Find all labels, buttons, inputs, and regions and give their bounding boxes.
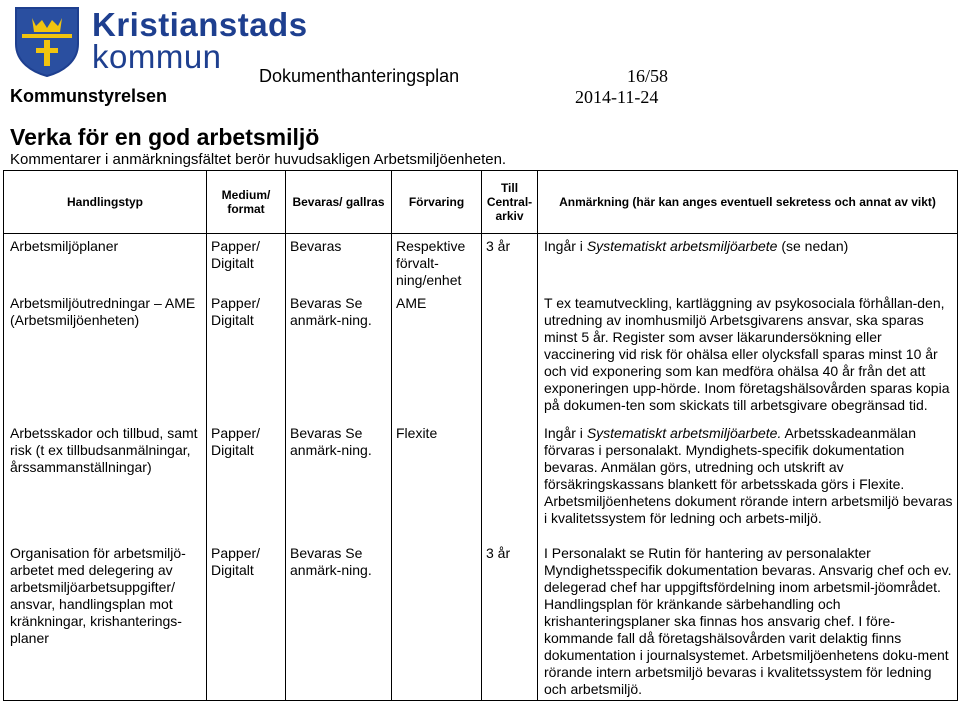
organization-name-line1: Kristianstads bbox=[92, 6, 308, 43]
remark-emphasis: Systematiskt arbetsmiljöarbete. bbox=[586, 425, 782, 441]
document-title: Dokumenthanteringsplan bbox=[259, 66, 460, 86]
table-header-row bbox=[4, 171, 958, 234]
cell-storage: AME bbox=[392, 291, 482, 421]
cell-remark bbox=[538, 541, 958, 701]
cell-medium: Papper/ Digitalt bbox=[207, 234, 286, 292]
remark-text: I Personalakt se Rutin för hantering av personalakter Myndighetsspecifik dokumentation bevaras. Ansvarig chef och ev. delegerad chef har uppgiftsfördelning inom arbetsmil-jöområdet. Handlingsplan för kränkande särbehandling och krishanteringsplaner ska finnas hos ansvarig chef. I före-kommande fall då företagshälsovården varit delaktig finns dokumentation i journalsystemet. Arbetsmiljöenhetens doku-ment rörande intern arbetsmiljö bevaras i kvalitetssystem för ledning och arbetsmiljö. bbox=[544, 545, 952, 697]
remark-text: T ex teamutveckling, kartläggning av psykosociala förhållan-den, utredning av inomhusmiljö Arbetsgivarens ansvar, ska sparas minst 5 år. Register som avser läkarundersökning eller vaccinering vid risk för ohälsa eller olycksfall sparas minst 10 år och vid exponering som kan medföra ohälsa 40 år från det att exponeringen upp-hörde. Inom företagshälsovården sparas kopia på dokumen-ten som skickats till arbetsgivare obegränsad tid. bbox=[544, 295, 950, 413]
cell-retention: Bevaras Se anmärk-ning. bbox=[286, 291, 392, 421]
organization-name-line2: kommun bbox=[92, 38, 222, 75]
cell-document-type: Organisation för arbetsmiljö-arbetet med delegering av arbetsmiljöarbetsuppgifter/ ansvar, handlingsplan mot kränkningar, krishanterings-planer bbox=[4, 541, 207, 701]
municipality-coat-of-arms-logo bbox=[12, 4, 82, 83]
cell-medium: Papper/ Digitalt bbox=[207, 291, 286, 421]
cell-remark bbox=[538, 291, 958, 421]
table-row bbox=[4, 234, 958, 292]
remark-emphasis: Systematiskt arbetsmiljöarbete bbox=[586, 238, 778, 254]
header-remark: Anmärkning (här kan anges eventuell sekretess och annat av vikt) bbox=[538, 171, 958, 234]
remark-text: Ingår i bbox=[544, 238, 587, 254]
cell-remark bbox=[538, 421, 958, 541]
header-document-type: Handlingstyp bbox=[4, 171, 207, 234]
cell-storage bbox=[392, 541, 482, 701]
cell-retention: Bevaras bbox=[286, 234, 392, 292]
cell-storage: Respektive förvalt-ning/enhet bbox=[392, 234, 482, 292]
section-title: Verka för en god arbetsmiljö bbox=[10, 124, 320, 150]
header-central-archive: Till Central-arkiv bbox=[482, 171, 538, 234]
cell-retention: Bevaras Se anmärk-ning. bbox=[286, 541, 392, 701]
cell-document-type: Arbetsmiljöplaner bbox=[4, 234, 207, 292]
page-number: 16/58 bbox=[627, 66, 669, 86]
cell-storage: Flexite bbox=[392, 421, 482, 541]
remark-text: Ingår i bbox=[544, 425, 587, 441]
document-date: 2014-11-24 bbox=[575, 87, 659, 107]
cell-document-type: Arbetsskador och tillbud, samt risk (t ex tillbudsanmälningar, årssammanställningar) bbox=[4, 421, 207, 541]
header-medium-format: Medium/ format bbox=[207, 171, 286, 234]
document-management-table bbox=[3, 170, 958, 701]
cell-retention: Bevaras Se anmärk-ning. bbox=[286, 421, 392, 541]
cell-medium: Papper/ Digitalt bbox=[207, 421, 286, 541]
section-subtitle: Kommentarer i anmärkningsfältet berör huvudsakligen Arbetsmiljöenheten. bbox=[10, 151, 507, 168]
cell-archive: 3 år bbox=[482, 234, 538, 292]
header-storage: Förvaring bbox=[392, 171, 482, 234]
cell-document-type: Arbetsmiljöutredningar – AME (Arbetsmiljöenheten) bbox=[4, 291, 207, 421]
cell-archive bbox=[482, 421, 538, 541]
department-name: Kommunstyrelsen bbox=[10, 86, 168, 106]
cell-archive bbox=[482, 291, 538, 421]
remark-text-end: Arbetsskadeanmälan förvaras i personalakt. Myndighets-specifik dokumentation bevaras. Anmälan görs, utredning och utskrift av försäkringskassans blankett för arbetsskada görs i Flexite. Arbetsmiljöenhetens dokument rörande intern arbetsmiljö bevaras i kvalitetssystem för ledning och arbets-miljö. bbox=[544, 425, 953, 526]
cell-medium: Papper/ Digitalt bbox=[207, 541, 286, 701]
header-retention: Bevaras/ gallras bbox=[286, 171, 392, 234]
table-row bbox=[4, 291, 958, 421]
cell-archive: 3 år bbox=[482, 541, 538, 701]
remark-text-end: (se nedan) bbox=[777, 238, 849, 254]
cell-remark bbox=[538, 234, 958, 292]
table-row bbox=[4, 421, 958, 541]
table-row bbox=[4, 541, 958, 701]
